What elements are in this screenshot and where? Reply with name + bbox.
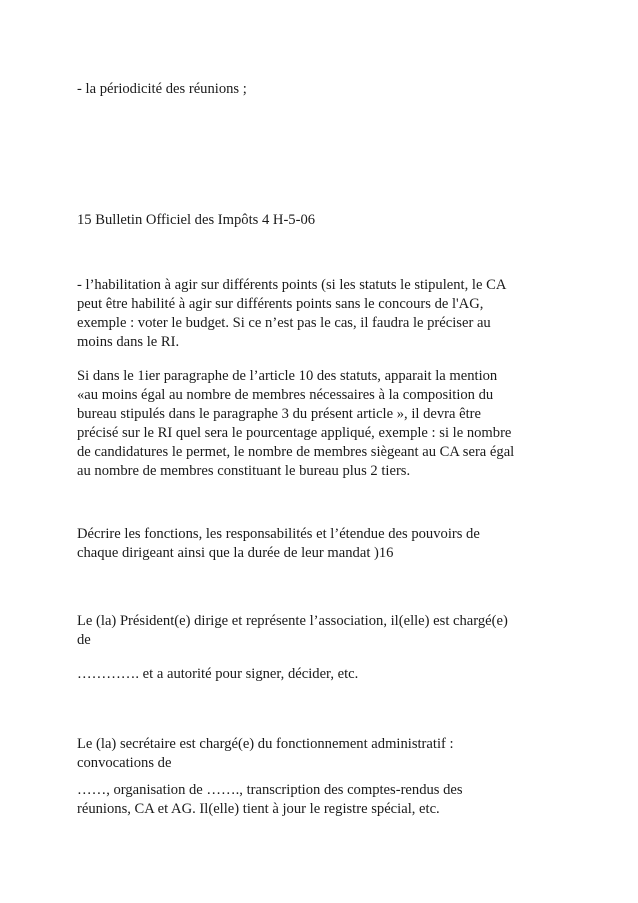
paragraph-periodicite: [77, 80, 567, 99]
text-line: précisé sur le RI quel sera le pourcentage appliqué, exemple : si le nombre: [77, 425, 512, 441]
text-line: convocations de: [77, 755, 172, 771]
text-line: de candidatures le permet, le nombre de membres siègeant au CA sera égal: [77, 444, 515, 460]
paragraph-fonctions: [77, 525, 567, 563]
text-line: Décrire les fonctions, les responsabilités et l’étendue des pouvoirs de: [77, 526, 480, 542]
paragraph-habilitation: [77, 276, 567, 352]
text-line: Le (la) secrétaire est chargé(e) du fonctionnement administratif :: [77, 736, 454, 752]
text-line: - l’habilitation à agir sur différents points (si les statuts le stipulent, le CA: [77, 277, 507, 293]
text-line: Si dans le 1ier paragraphe de l’article 10 des statuts, apparait la mention: [77, 368, 498, 384]
text-line: chaque dirigeant ainsi que la durée de leur mandat )16: [77, 545, 394, 561]
paragraph-bulletin-reference: [77, 211, 567, 230]
text-line: réunions, CA et AG. Il(elle) tient à jour le registre spécial, etc.: [77, 801, 440, 817]
text-line: ……, organisation de ……., transcription des comptes-rendus des: [77, 782, 463, 798]
paragraph-article-10: [77, 367, 567, 481]
text-line: bureau stipulés dans le paragraphe 3 du présent article », il devra être: [77, 406, 482, 422]
text-line: moins dans le RI.: [77, 334, 180, 350]
paragraph-president: [77, 612, 567, 650]
paragraph-secretaire-taches: [77, 781, 567, 819]
text-line: de: [77, 632, 91, 648]
paragraph-secretaire: [77, 735, 567, 773]
text-line: au nombre de membres constituant le bureau plus 2 tiers.: [77, 463, 411, 479]
text-line: - la périodicité des réunions ;: [77, 81, 247, 97]
text-line: 15 Bulletin Officiel des Impôts 4 H-5-06: [77, 212, 316, 228]
text-line: «au moins égal au nombre de membres nécessaires à la composition du: [77, 387, 494, 403]
text-line: exemple : voter le budget. Si ce n’est pas le cas, il faudra le préciser au: [77, 315, 491, 331]
paragraph-president-autorite: [77, 665, 567, 684]
text-line: peut être habilité à agir sur différents points sans le concours de l'AG,: [77, 296, 484, 312]
text-line: Le (la) Président(e) dirige et représente l’association, il(elle) est chargé(e): [77, 613, 508, 629]
text-line: …………. et a autorité pour signer, décider, etc.: [77, 666, 359, 682]
